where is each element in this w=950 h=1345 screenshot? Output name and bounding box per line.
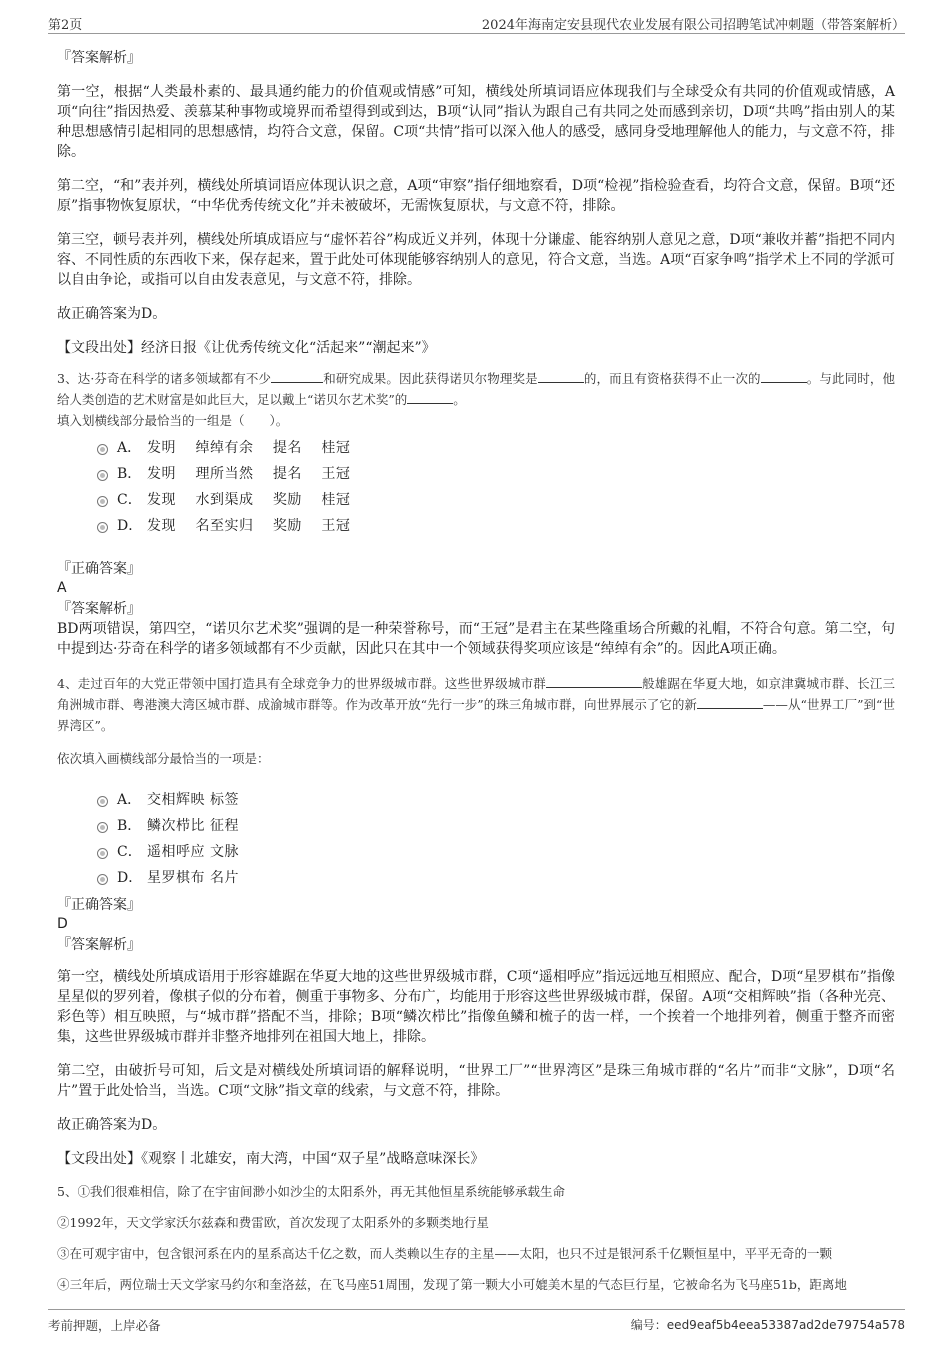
- blank-line: [761, 369, 807, 383]
- page-number: 第2页: [48, 18, 83, 33]
- question-5-sentence-4: ④三年后，两位瑞士天文学家马约尔和奎洛兹，在飞马座51周围，发现了第一颗大小可媲美木星的气态巨行星，它被命名为飞马座51b，距离地: [57, 1277, 847, 1292]
- radio-icon[interactable]: [97, 796, 108, 807]
- question-5-sentence-2: ②1992年，天文学家沃尔兹森和费雷欧，首次发现了太阳系外的多颗类地行星: [57, 1215, 489, 1230]
- correct-answer-tag: 『正确答案』: [57, 561, 141, 577]
- blank-line: [538, 369, 584, 383]
- radio-icon[interactable]: [97, 822, 108, 833]
- question-5-sentence-1: 5、①我们很难相信，除了在宇宙间渺小如沙尘的太阳系外，再无其他恒星系统能够承载生命: [57, 1184, 565, 1199]
- option-a[interactable]: A． 交相辉映 标签: [97, 787, 895, 813]
- document-code: 编号：eed9eaf5b4eea53387ad2de79754a578: [630, 1318, 905, 1332]
- option-b[interactable]: B． 鳞次栉比 征程: [97, 813, 895, 839]
- radio-icon[interactable]: [97, 522, 108, 533]
- question-3-instruction: 填入划横线部分最恰当的一组是（ ）。: [57, 413, 289, 428]
- source-citation: 【文段出处】《观察丨北雄安，南大湾，中国“双子星”战略意味深长》: [57, 1151, 485, 1167]
- radio-icon[interactable]: [97, 444, 108, 455]
- radio-icon[interactable]: [97, 848, 108, 859]
- question-4-analysis-1: 第一空，横线处所填成语用于形容雄踞在华夏大地的这些世界级城市群，C项“遥相呼应”指远远地互相照应、配合，D项“星罗棋布”指像星星似的罗列着，像棋子似的分布着，侧重于事物多、分布广，均能用于形容这些世界级城市群，保留。A项“交相辉映”指（各种光亮、彩色等）相互映照，与“城市群”搭配不当，排除；B项“鳞次栉比”指像鱼鳞和梳子的齿一样，一个挨着一个地排列着，侧重于整齐而密集，这些世界级城市群并非整齐地排列在祖国大地上，排除。: [57, 969, 895, 1045]
- option-d[interactable]: D． 星罗棋布 名片: [97, 865, 895, 891]
- question-5-sentence-3: ③在可观宇宙中，包含银河系在内的星系高达千亿之数，而人类赖以生存的主星——太阳，也只不过是银河系千亿颗恒星中，平平无奇的一颗: [57, 1246, 833, 1261]
- page-footer: [48, 1309, 905, 1337]
- correct-answer: D: [57, 916, 68, 932]
- question-4-options: [97, 787, 895, 891]
- source-citation: 【文段出处】经济日报《让优秀传统文化“活起来”“潮起来”》: [57, 340, 436, 356]
- question-3-options: [97, 435, 895, 539]
- option-c[interactable]: C． 遥相呼应 文脉: [97, 839, 895, 865]
- question-4-conclusion: 故正确答案为D。: [57, 1117, 167, 1133]
- option-b[interactable]: B． 发明 理所当然 提名 王冠: [97, 461, 895, 487]
- question-4-stem: 4、走过百年的大党正带领中国打造具有全球竞争力的世界级城市群。这些世界级城市群 般雄踞在华夏大地，如京津冀城市群、长江三角洲城市群、粤港澳大湾区城市群、成渝城市群等。作为改革开放“先行一步”的珠三角城市群，向世界展示了它的新 ——从“世界工厂”到“世界湾区”。: [57, 676, 895, 733]
- document-title: 2024年海南定安县现代农业发展有限公司招聘笔试冲刺题（带答案解析）: [481, 18, 905, 33]
- question-3-stem: 3、达·芬奇在科学的诸多领域都有不少 和研究成果。因此获得诺贝尔物理奖是 的，而且有资格获得不止一次的 。与此同时，他给人类创造的艺术财富是如此巨大，足以戴上“诺贝尔艺术奖”的 。: [57, 371, 895, 407]
- option-d[interactable]: D． 发现 名至实归 奖励 王冠: [97, 513, 895, 539]
- analysis-paragraph-2: 第二空，“和”表并列，横线处所填词语应体现认识之意，A项“审察”指仔细地察看，D项“检视”指检验查看，均符合文意，保留。B项“还原”指事物恢复原状，“中华优秀传统文化”并未被破坏，无需恢复原状，与文意不符，排除。: [57, 178, 895, 214]
- option-c[interactable]: C． 发现 水到渠成 奖励 桂冠: [97, 487, 895, 513]
- footer-slogan: 考前押题，上岸必备: [48, 1318, 161, 1333]
- radio-icon[interactable]: [97, 874, 108, 885]
- radio-icon[interactable]: [97, 470, 108, 481]
- correct-answer-tag: 『正确答案』: [57, 897, 141, 913]
- correct-answer: A: [57, 580, 67, 596]
- analysis-tag: 『答案解析』: [57, 937, 141, 953]
- question-4-analysis-2: 第二空，由破折号可知，后文是对横线处所填词语的解释说明，“世界工厂”“世界湾区”是珠三角城市群的“名片”而非“文脉”，D项“名片”置于此处恰当，当选。C项“文脉”指文章的线索，与文意不符，排除。: [57, 1063, 895, 1099]
- analysis-paragraph-3: 第三空，顿号表并列，横线处所填成语应与“虚怀若谷”构成近义并列，体现十分谦虚、能容纳别人意见之意，D项“兼收并蓄”指把不同内容、不同性质的东西收下来，保存起来，置于此处可体现能够容纳别人的意见，符合文意，当选。A项“百家争鸣”指学术上不同的学派可以自由争论，或指可以自由发表意见，与文意不符，排除。: [57, 232, 895, 288]
- analysis-tag: 『答案解析』: [57, 50, 141, 66]
- analysis-tag: 『答案解析』: [57, 601, 141, 617]
- analysis-conclusion: 故正确答案为D。: [57, 306, 167, 322]
- blank-line: [407, 390, 453, 404]
- document-body: [57, 40, 895, 1295]
- analysis-paragraph-1: 第一空，根据“人类最朴素的、最具通约能力的价值观或情感”可知，横线处所填词语应体现我们与全球受众有共同的价值观或情感，A项“向往”指因热爱、羡慕某种事物或境界而希望得到或到达，B项“认同”指认为跟自己有共同之处而感到亲切，D项“共鸣”指由别人的某种思想感情引起相同的思想感情，均符合文意，保留。C项“共情”指可以深入他人的感受，感同身受地理解他人的能力，与文意不符，排除。: [57, 84, 895, 160]
- radio-icon[interactable]: [97, 496, 108, 507]
- option-a[interactable]: A． 发明 绰绰有余 提名 桂冠: [97, 435, 895, 461]
- blank-line: [697, 695, 763, 709]
- question-3-analysis: BD两项错误，第四空，“诺贝尔艺术奖”强调的是一种荣誉称号，而“王冠”是君主在某些隆重场合所戴的礼帽，不符合句意。第二空，句中提到达·芬奇在科学的诸多领域都有不少贡献，因此只在其中一个领域获得奖项应该是“绰绰有余”的。因此A项正确。: [57, 621, 895, 657]
- blank-line: [271, 369, 323, 383]
- page-header: [48, 10, 905, 34]
- blank-line: [546, 674, 642, 688]
- question-4-instruction: 依次填入画横线部分最恰当的一项是：: [57, 751, 270, 766]
